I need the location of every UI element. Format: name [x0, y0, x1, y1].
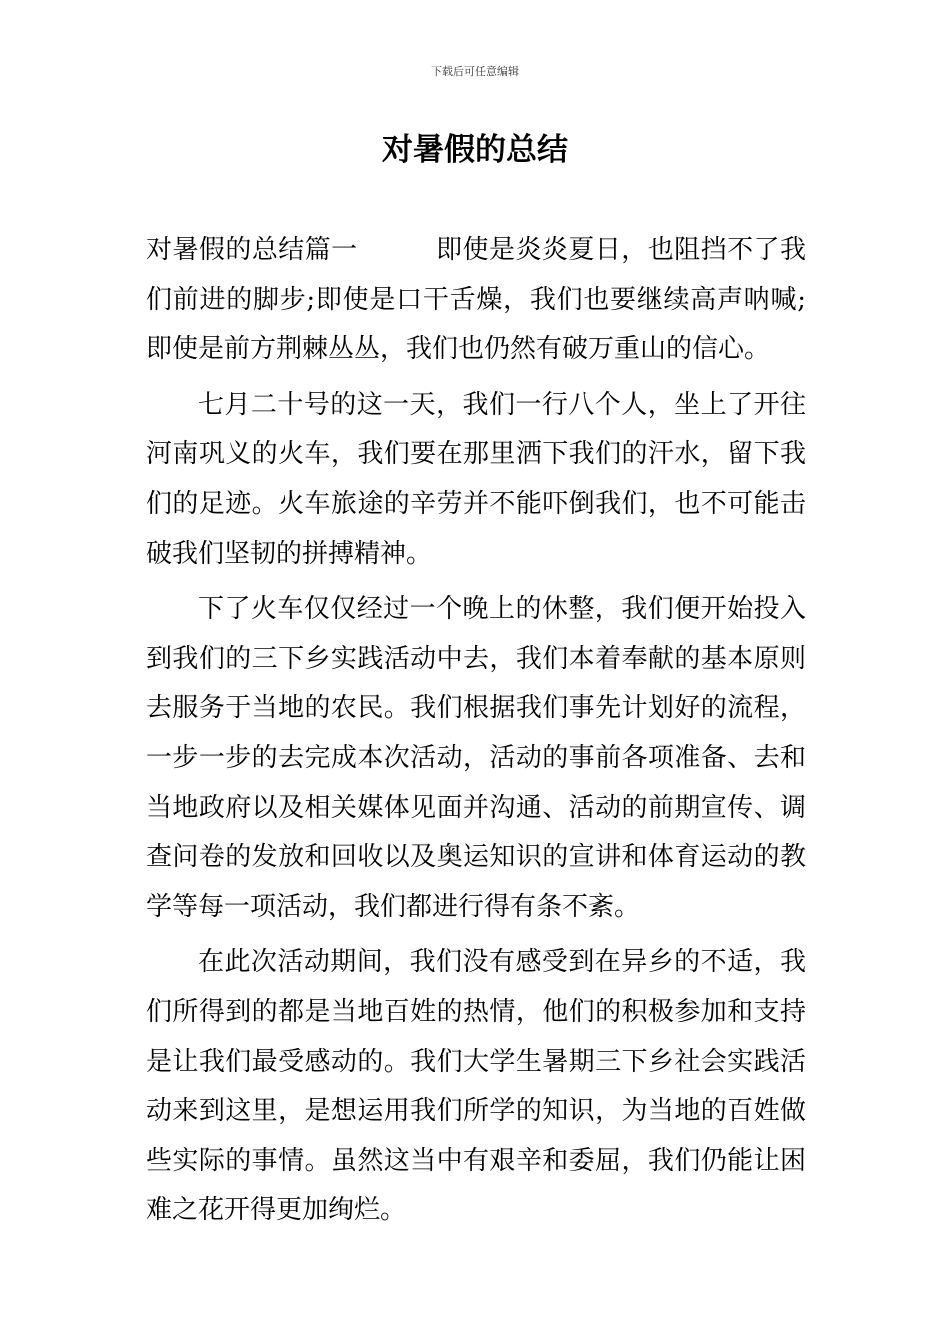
- paragraph-1: [146, 226, 806, 375]
- paragraph-1-text: 即使是炎炎夏日，也阻挡不了我们前进的脚步;即使是口干舌燥，我们也要继续高声呐喊;即使是前方荆棘丛丛，我们也仍然有破万重山的信心。: [146, 235, 806, 365]
- section-heading: 对暑假的总结篇一: [146, 235, 358, 265]
- document-title: 对暑假的总结: [382, 132, 568, 168]
- paragraph-3: 下了火车仅仅经过一个晚上的休整，我们便开始投入到我们的三下乡实践活动中去，我们本着奉献的基本原则去服务于当地的农民。我们根据我们事先计划好的流程，一步一步的去完成本次活动，活动的事前各项准备、去和当地政府以及相关媒体见面并沟通、活动的前期宣传、调查问卷的发放和回收以及奥运知识的宣讲和体育运动的教学等每一项活动，我们都进行得有条不紊。: [146, 594, 806, 922]
- paragraph-2: 七月二十号的这一天，我们一行八个人，坐上了开往河南巩义的火车，我们要在那里洒下我们的汗水，留下我们的足迹。火车旅途的辛劳并不能吓倒我们，也不可能击破我们坚韧的拼搏精神。: [146, 389, 806, 569]
- header-note: 下载后可任意编辑: [431, 65, 519, 78]
- paragraph-4: 在此次活动期间，我们没有感受到在异乡的不适，我们所得到的都是当地百姓的热情，他们的积极参加和支持是让我们最受感动的。我们大学生暑期三下乡社会实践活动来到这里，是想运用我们所学的知识，为当地的百姓做些实际的事情。虽然这当中有艰辛和委屈，我们仍能让困难之花开得更加绚烂。: [146, 947, 806, 1226]
- document-body: [146, 226, 806, 1242]
